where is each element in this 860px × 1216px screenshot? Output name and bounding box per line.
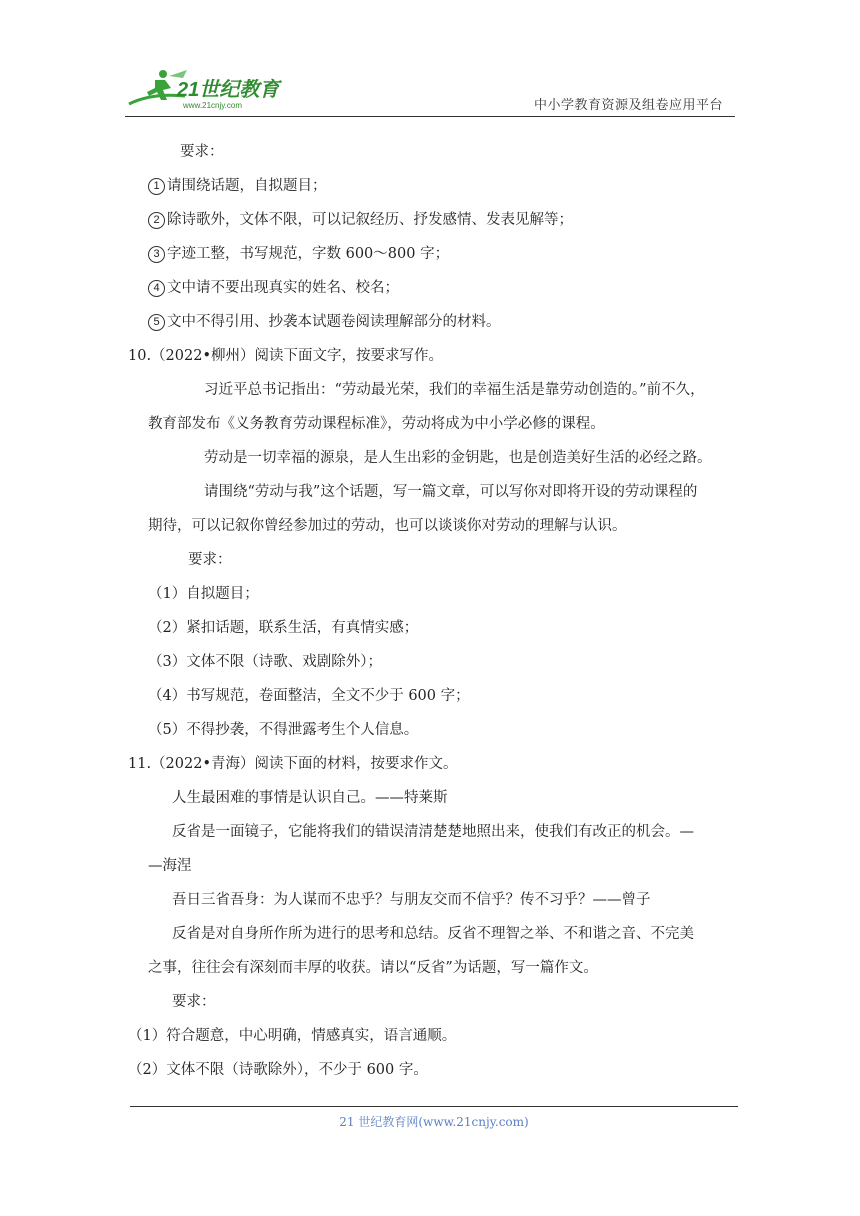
q11-quote-2-line-2: —海涅	[148, 858, 192, 874]
q11-title: 11.（2022•青海）阅读下面的材料，按要求作文。	[128, 756, 458, 772]
page-header	[125, 62, 735, 117]
circled-number: 5	[148, 314, 165, 331]
q9-item-text: 请围绕话题，自拟题目；	[167, 178, 327, 194]
q10-title: 10.（2022•柳州）阅读下面文字，按要求写作。	[128, 348, 444, 364]
q9-item-4	[128, 271, 736, 305]
q10-paragraph-1-line-2: 教育部发布《义务教育劳动课程标准》，劳动将成为中小学必修的课程。	[148, 416, 605, 432]
q9-item-text: 文中不得引用、抄袭本试题卷阅读理解部分的材料。	[167, 314, 501, 330]
q11-item-2: （2）文体不限（诗歌除外），不少于 600 字。	[128, 1062, 428, 1078]
document-body	[128, 135, 736, 1087]
footer-link[interactable]: 21 世纪教育网(www.21cnjy.com)	[339, 1115, 529, 1129]
q11-item-1: （1）符合题意，中心明确，情感真实，语言通顺。	[128, 1028, 457, 1044]
logo-21cnjy	[125, 66, 295, 112]
q11-requirements-title: 要求：	[172, 994, 216, 1010]
q10-requirements-title: 要求：	[188, 552, 232, 568]
q10-item-3: （3）文体不限（诗歌、戏剧除外）；	[148, 654, 382, 670]
circled-number: 2	[148, 212, 165, 229]
q10-item-4: （4）书写规范，卷面整洁，全文不少于 600 字；	[148, 688, 470, 704]
q9-item-text: 文中请不要出现真实的姓名、校名；	[167, 280, 399, 296]
q9-item-text: 字迹工整，书写规范，字数 600～800 字；	[167, 246, 450, 262]
q9-item-3	[128, 237, 736, 271]
circled-number: 3	[148, 246, 165, 263]
q11-paragraph-line-1: 反省是对自身所作所为进行的思考和总结。反省不理智之举、不和谐之音、不完美	[172, 926, 694, 942]
q10-item-2: （2）紧扣话题，联系生活，有真情实感；	[148, 620, 419, 636]
q9-item-2	[128, 203, 736, 237]
logo-text: 21世纪教育	[177, 79, 280, 101]
circled-number: 1	[148, 178, 165, 195]
logo-url: www.21cnjy.com	[183, 101, 242, 110]
q11-quote-1: 人生最困难的事情是认识自己。——特莱斯	[172, 790, 448, 806]
q9-item-1	[128, 169, 736, 203]
q11-paragraph-line-2: 之事，往往会有深刻而丰厚的收获。请以“反省”为话题，写一篇作文。	[148, 960, 598, 976]
page-footer	[130, 1106, 738, 1130]
q10-item-1: （1）自拟题目；	[148, 586, 259, 602]
circled-number: 4	[148, 280, 165, 297]
q11-quote-2-line-1: 反省是一面镜子，它能将我们的错误清清楚楚地照出来，使我们有改正的机会。—	[172, 824, 694, 840]
q10-item-5: （5）不得抄袭，不得泄露考生个人信息。	[148, 722, 419, 738]
q10-paragraph-2: 劳动是一切幸福的源泉，是人生出彩的金钥匙，也是创造美好生活的必经之路。	[204, 450, 712, 466]
q10-paragraph-1-line-1: 习近平总书记指出：“劳动最光荣，我们的幸福生活是靠劳动创造的。”前不久，	[204, 382, 705, 398]
q9-item-5	[128, 305, 736, 339]
q9-requirements-title: 要求：	[180, 144, 224, 160]
q10-paragraph-3-line-1: 请围绕“劳动与我”这个话题，写一篇文章，可以写你对即将开设的劳动课程的	[204, 484, 698, 500]
q10-paragraph-3-line-2: 期待，可以记叙你曾经参加过的劳动，也可以谈谈你对劳动的理解与认识。	[148, 518, 627, 534]
platform-title: 中小学教育资源及组卷应用平台	[533, 98, 723, 113]
q11-quote-3: 吾日三省吾身：为人谋而不忠乎？与朋友交而不信乎？传不习乎？——曾子	[172, 892, 651, 908]
q9-item-text: 除诗歌外，文体不限，可以记叙经历、抒发感情、发表见解等；	[167, 212, 573, 228]
